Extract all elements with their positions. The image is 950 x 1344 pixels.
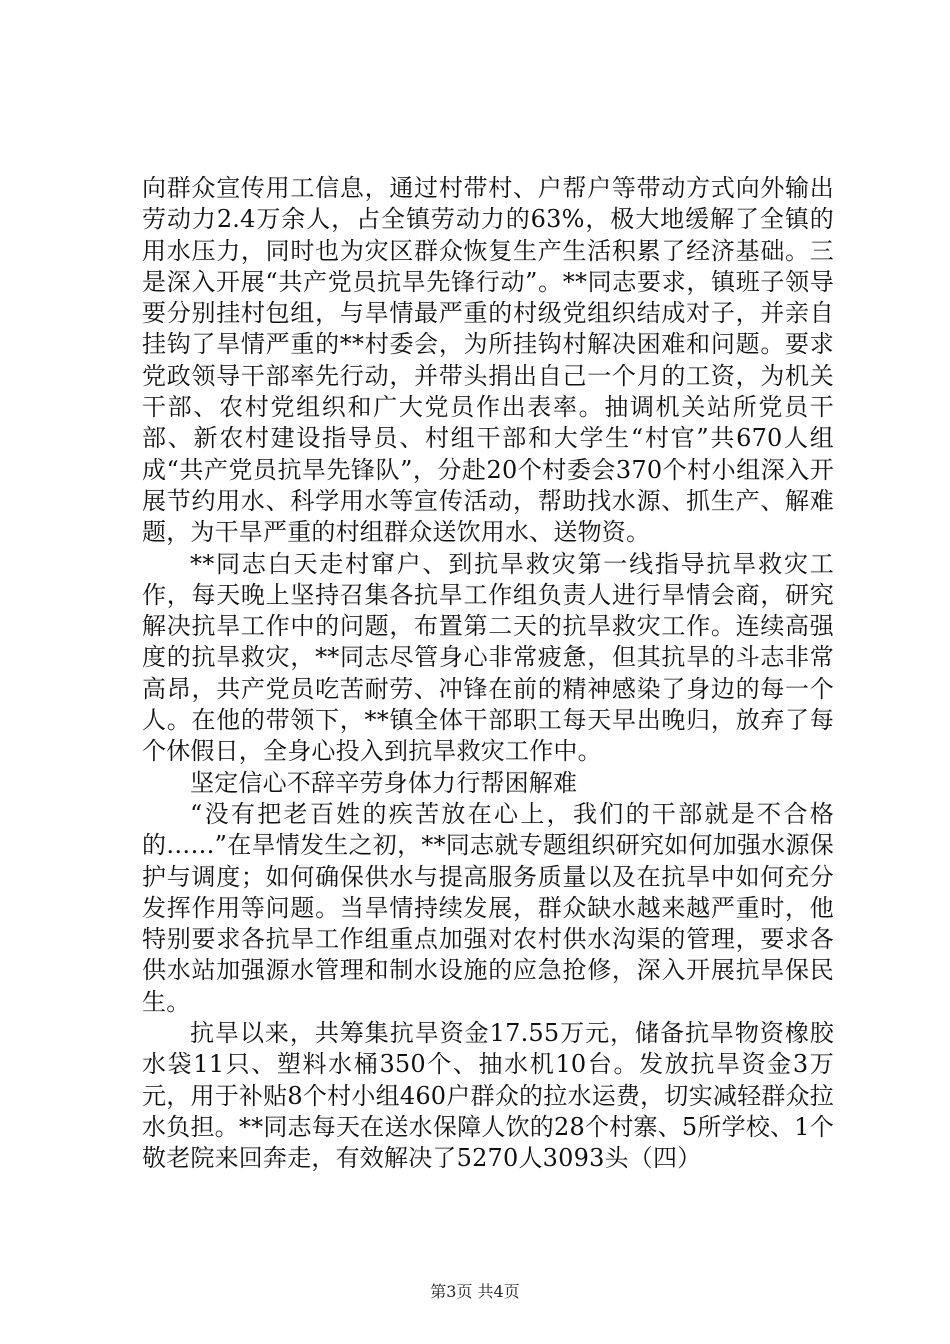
- document-body: [142, 173, 834, 1175]
- page-number-footer: 第3页 共4页: [430, 1282, 520, 1301]
- paragraph-drought-funds: 抗旱以来，共筹集抗旱资金17.55万元，储备抗旱物资橡胶水袋11只、塑料水桶350个、抽水机10台。发放抗旱资金3万元，用于补贴8个村小组460户群众的拉水运费，切实减轻群众拉水负担。**同志每天在送水保障人饮的28个村寨、5所学校、1个敬老院来回奔走，有效解决了5270人3093头（四）: [142, 1019, 834, 1173]
- paragraph-water-protection: “没有把老百姓的疾苦放在心上，我们的干部就是不合格的……”在旱情发生之初，**同志就专题组织研究如何加强水源保护与调度；如何确保供水与提高服务质量以及在抗旱中如何充分发挥作用等问题。当旱情持续发展，群众缺水越来越严重时，他特别要求各抗旱工作组重点加强对农村供水沟渠的管理，要求各供水站加强源水管理和制水设施的应急抢修，深入开展抗旱保民生。: [142, 799, 834, 1016]
- paragraph-continuation: 向群众宣传用工信息，通过村带村、户帮户等带动方式向外输出劳动力2.4万余人，占全镇劳动力的63%，极大地缓解了全镇的用水压力，同时也为灾区群众恢复生产生活积累了经济基础。三是深入开展“共产党员抗旱先锋行动”。**同志要求，镇班子领导要分别挂村包组，与旱情最严重的村级党组织结成对子，并亲自挂钩了旱情严重的**村委会，为所挂钩村解决困难和问题。要求党政领导干部率先行动，并带头捐出自己一个月的工资，为机关干部、农村党组织和广大党员作出表率。抽调机关站所党员干部、新农村建设指导员、村组干部和大学生“村官”共670人组成“共产党员抗旱先锋队”，分赴20个村委会370个村小组深入开展节约用水、科学用水等宣传活动，帮助找水源、抓生产、解难题，为干旱严重的村组群众送饮用水、送物资。: [142, 174, 834, 547]
- section-heading: 坚定信心不辞辛劳身体力行帮困解难: [190, 768, 578, 797]
- paragraph-leader-work: **同志白天走村窜户、到抗旱救灾第一线指导抗旱救灾工作，每天晚上坚持召集各抗旱工作组负责人进行旱情会商，研究解决抗旱工作中的问题，布置第二天的抗旱救灾工作。连续高强度的抗旱救灾，**同志尽管身心非常疲惫，但其抗旱的斗志非常高昂，共产党员吃苦耐劳、冲锋在前的精神感染了身边的每一个人。在他的带领下，**镇全体干部职工每天早出晚归，放弃了每个休假日，全身心投入到抗旱救灾工作中。: [142, 549, 834, 766]
